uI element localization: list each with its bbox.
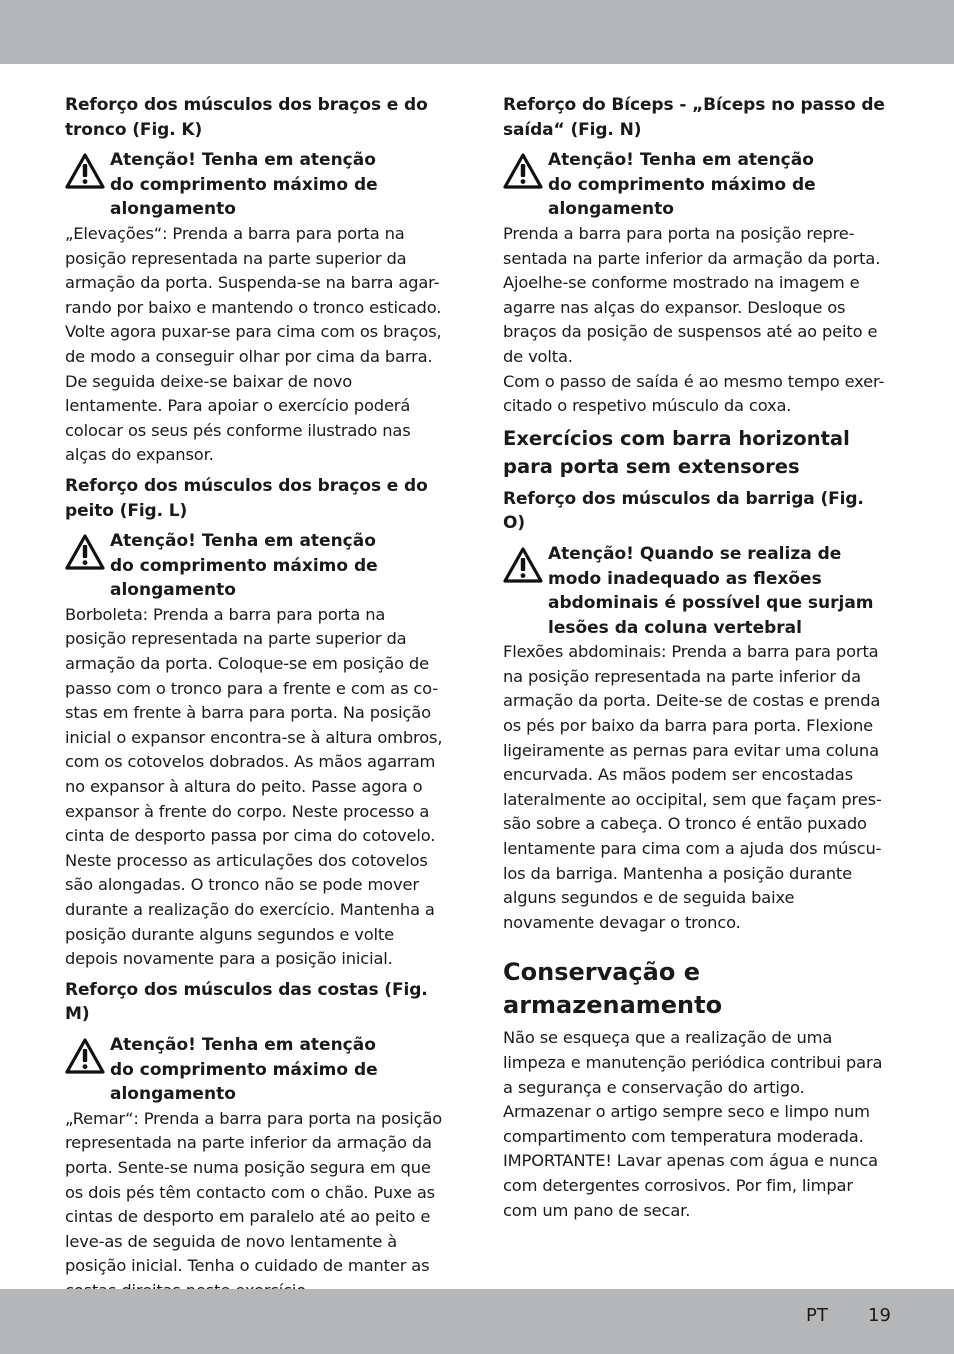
warning-text: Atenção! Tenha em atenção do comprimento máximo de alongamento bbox=[110, 1034, 378, 1105]
warning-block bbox=[65, 529, 449, 603]
right-column bbox=[503, 93, 889, 1229]
warning-triangle-icon bbox=[503, 153, 543, 189]
body-paragraph: Prenda a barra para porta na posição repre-sentada na parte inferior da armação da porta. Ajoelhe-se conforme mostrado na imagem e agarre nas alças do expansor. Desloque os braços da posição de suspensos até ao peito e de volta. bbox=[503, 223, 881, 366]
warning-triangle-icon bbox=[503, 547, 543, 583]
warning-block bbox=[503, 542, 889, 640]
body-paragraph: „Remar“: Prenda a barra para porta na posição representada na parte inferior da armação da porta. Sente-se numa posição segura em que os dois pés têm contacto com o chão. Puxe as cintas de desporto em paralelo até ao peito e leve-as de seguida de novo lentamente à posição inicial. Tenha o cuidado de manter as bbox=[65, 1108, 443, 1276]
warning-triangle-icon bbox=[65, 534, 105, 570]
warning-triangle-icon bbox=[65, 153, 105, 189]
body-paragraph: Com o passo de saída é ao mesmo tempo exer-citado o respetivo músculo da coxa. bbox=[503, 371, 885, 416]
section-heading: Reforço dos músculos das costas (Fig. M) bbox=[65, 979, 428, 1025]
warning-block bbox=[503, 148, 889, 222]
body-paragraph: Borboleta: Prenda a barra para porta na posição representada na parte superior da armação da porta. Coloque-se em posição de passo com o tronco para a frente e com as co-stas em frente à barra para porta. Na posição inicial o expansor encontra-se à altura ombros, com os cotovelos dobrados. As mãos agarram no expansor à altura do peito. Passe agora o expansor à frente do corpo. Neste processo a cinta de desporto passa por cima do cotovelo. Neste processo as articulações dos cotovelos são alongadas. O tronco não se pode mover durante a realização do exercício. Mantenha a posição durante alguns segundos e volte depois novamente para a posição inicial. bbox=[65, 604, 443, 969]
warning-text: Atenção! Quando se realiza de modo inadequado as flexões abdominais é possível que surjam lesões da coluna vertebral bbox=[548, 543, 874, 638]
section-heading: Reforço dos músculos dos braços e do peito (Fig. L) bbox=[65, 475, 428, 521]
language-code: PT bbox=[806, 1305, 828, 1326]
body-paragraph: Não se esqueça que a realização de uma limpeza e manutenção periódica contribui para a segurança e conservação do artigo. bbox=[503, 1028, 883, 1097]
warning-block bbox=[65, 148, 449, 222]
warning-text: Atenção! Tenha em atenção do comprimento máximo de alongamento bbox=[110, 150, 378, 220]
header-band bbox=[0, 0, 954, 64]
section-heading: Reforço do Bíceps - „Bíceps no passo de saída“ (Fig. N) bbox=[503, 95, 885, 140]
section-heading: Exercícios com barra horizontal para porta sem extensores bbox=[503, 426, 850, 478]
section-title: Conservação e armazenamento bbox=[503, 958, 723, 1020]
page-number: 19 bbox=[868, 1305, 891, 1326]
body-paragraph: IMPORTANTE! Lavar apenas com água e nunca com detergentes corrosivos. Por fim, limpar com um pano de secar. bbox=[503, 1151, 879, 1220]
section-heading: Reforço dos músculos da barriga (Fig. O) bbox=[503, 488, 864, 534]
body-paragraph: Flexões abdominais: Prenda a barra para porta na posição representada na parte inferior da armação da porta. Deite-se de costas e prenda os pés por baixo da barra para porta. Flexione ligeiramente as pernas para evitar uma coluna encurvada. As mãos podem ser encostadas lateralmente ao occipital, sem que façam pres-são sobre a cabeça. O tronco é então puxado lentamente para cima com a ajuda dos múscu-los da barriga. Mantenha a posição durante alguns segundos e de seguida baixe novamente devagar o tronco. bbox=[503, 642, 882, 932]
warning-text: Atenção! Tenha em atenção do comprimento máximo de alongamento bbox=[548, 150, 816, 220]
left-column bbox=[65, 93, 449, 1310]
section-heading: Reforço dos músculos dos braços e do tronco (Fig. K) bbox=[65, 95, 428, 140]
warning-triangle-icon bbox=[65, 1038, 105, 1074]
warning-text: Atenção! Tenha em atenção do comprimento máximo de alongamento bbox=[110, 531, 378, 601]
warning-block bbox=[65, 1033, 449, 1107]
body-paragraph: „Elevações“: Prenda a barra para porta na posição representada na parte superior da armação da porta. Suspenda-se na barra agar-rando por baixo e mantendo o tronco esticado. Volte agora puxar-se para cima com os braços, de modo a conseguir olhar por cima da barra. De seguida deixe-se baixar de novo lentamente. Para apoiar o exercício poderá colocar os seus pés conforme ilustrado nas alças do expansor. bbox=[65, 223, 442, 465]
body-paragraph: Armazenar o artigo sempre seco e limpo num compartimento com temperatura moderada. bbox=[503, 1102, 870, 1146]
